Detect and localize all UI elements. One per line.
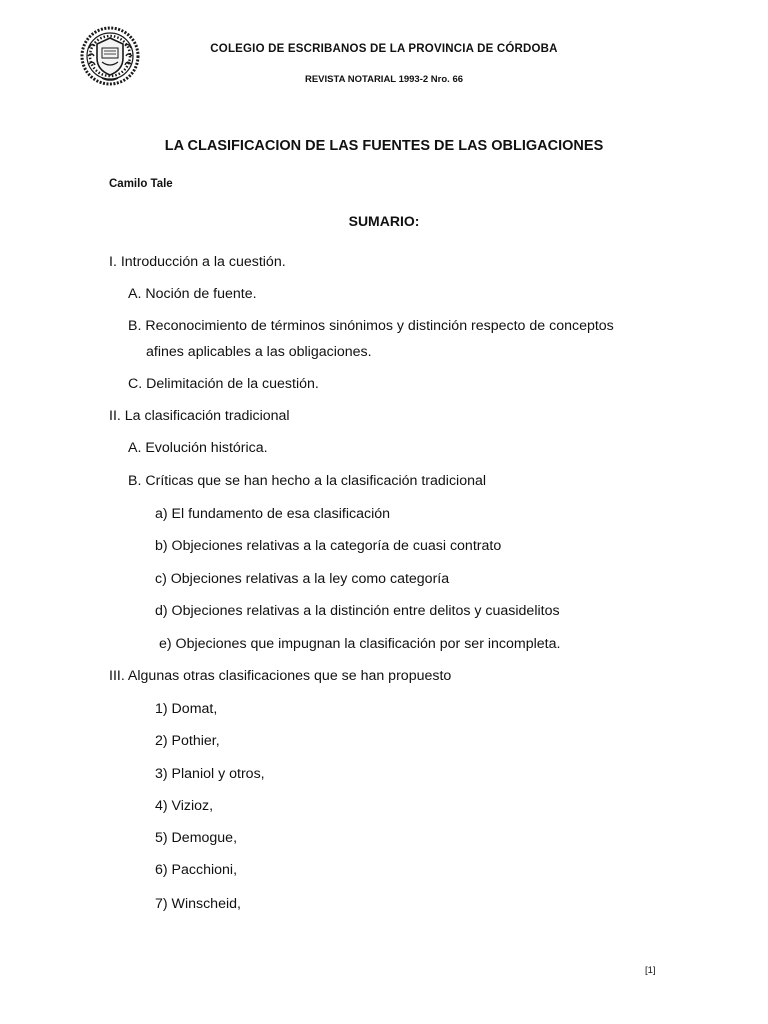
toc-item: B. Reconocimiento de términos sinónimos y distinción respecto de conceptos [128,318,614,334]
toc-item: A. Evolución histórica. [128,440,268,456]
toc-item: b) Objeciones relativas a la categoría de cuasi contrato [155,538,502,554]
toc-item: III. Algunas otras clasificaciones que se han propuesto [109,668,452,684]
toc-item: e) Objeciones que impugnan la clasificación por ser incompleta. [159,636,561,652]
toc-item: 1) Domat, [155,701,218,717]
toc-item: 5) Demogue, [155,830,238,846]
institution-name: COLEGIO DE ESCRIBANOS DE LA PROVINCIA DE CÓRDOBA [210,43,558,55]
toc-item: 2) Pothier, [155,733,220,749]
toc-item: 7) Winscheid, [155,896,241,912]
article-title: LA CLASIFICACION DE LAS FUENTES DE LAS OBLIGACIONES [164,138,604,154]
page-number: [1] [645,965,656,976]
toc-item: B. Críticas que se han hecho a la clasificación tradicional [128,473,487,489]
toc-item: afines aplicables a las obligaciones. [146,344,372,360]
toc-item: 3) Planiol y otros, [155,766,265,782]
toc-item: a) El fundamento de esa clasificación [155,506,391,522]
summary-heading: SUMARIO: [348,213,420,229]
toc-item: A. Noción de fuente. [128,286,257,302]
toc-item: d) Objeciones relativas a la distinción entre delitos y cuasidelitos [155,603,560,619]
journal-reference: REVISTA NOTARIAL 1993-2 Nro. 66 [304,74,464,85]
toc-item: 4) Vizioz, [155,798,214,814]
toc-item: I. Introducción a la cuestión. [109,254,286,270]
toc-item: C. Delimitación de la cuestión. [128,376,319,392]
toc-item: II. La clasificación tradicional [109,408,290,424]
toc-item: 6) Pacchioni, [155,862,238,878]
article-author: Camilo Tale [109,178,173,190]
toc-item: c) Objeciones relativas a la ley como categoría [155,571,450,587]
